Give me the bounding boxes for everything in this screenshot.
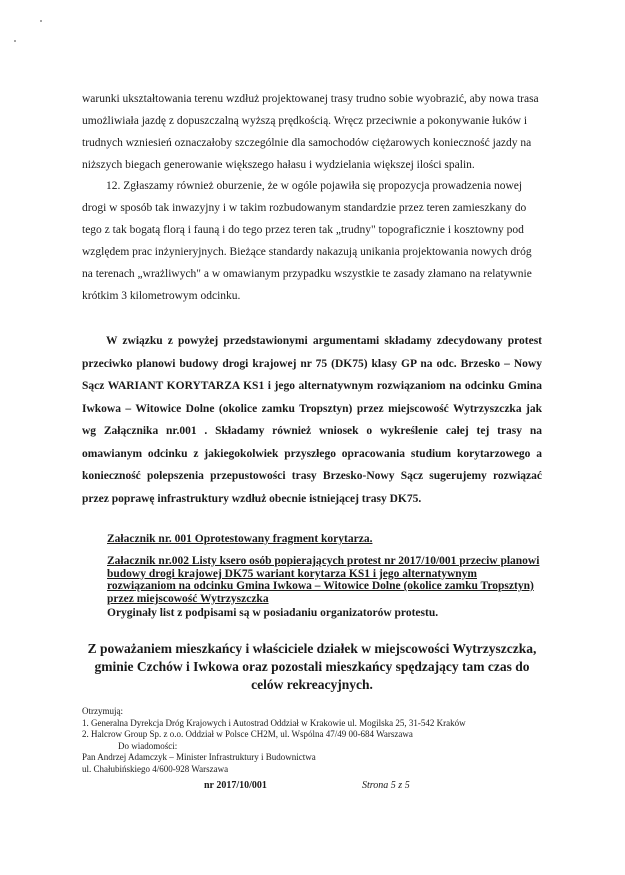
scan-speck xyxy=(14,40,16,42)
recipient-line: 1. Generalna Dyrekcja Dróg Krajowych i Autostrad Oddział w Krakowie ul. Mogilska 25, 31-542 Kraków xyxy=(82,717,466,728)
attachment-1 xyxy=(107,533,542,546)
cc-line: Pan Andrzej Adamczyk – Minister Infrastruktury i Budownictwa xyxy=(82,752,316,762)
footer-doc-number: nr 2017/10/001 xyxy=(204,780,267,791)
recipient-line: 2. Halcrow Group Sp. z o.o. Oddział w Polsce CH2M, ul. Wspólna 47/49 00-684 Warszawa xyxy=(82,729,413,739)
cc-line: ul. Chałubińskiego 4/600-928 Warszawa xyxy=(82,763,229,774)
scan-speck xyxy=(40,20,42,22)
footer-page-number: Strona 5 z 5 xyxy=(362,780,410,791)
recipients-heading: Otrzymują: xyxy=(82,706,123,716)
paragraph-1: warunki ukształtowania terenu wzdłuż projektowanej trasy trudno sobie wyobrazić, aby nowa trasa umożliwiała jazdę z dopuszczalną wyższą prędkością. Wręcz przeciwnie a pokonywanie łuków i trudnych wzniesień oznaczałoby szczególnie dla samochodów ciężarowych konieczność jazdy na niższych biegach generowanie większego hałasu i wydzielania większej ilości spalin. xyxy=(82,93,539,171)
attachment-1-text: Załacznik nr. 001 Oprotestowany fragment korytarza. xyxy=(107,533,373,545)
attachment-2 xyxy=(107,555,542,605)
protest-paragraph xyxy=(82,330,542,510)
attachment-2-text: Załacznik nr.002 Listy ksero osób popierających protest nr 2017/10/001 przeciw planowi budowy drogi krajowej DK75 wariant korytarza KS1 i jego alternatywnym rozwiązaniom na odcinku Gmina Iwkowa – Witowice Dolne (okolice zamku Tropsztyn) przez miejscowość Wytrzyszczka xyxy=(107,555,540,605)
paragraph-2 xyxy=(82,175,542,307)
originals-note: Oryginały list z podpisami są w posiadaniu organizatorów protestu. xyxy=(107,607,439,619)
protest-paragraph-text: W związku z powyżej przedstawionymi argumentami składamy zdecydowany protest przeciwko planowi budowy drogi krajowej nr 75 (DK75) klasy GP na odc. Brzesko – Nowy Sącz WARIANT KORYTARZA KS1 i jego alternatywnym rozwiązaniom na odcinku Gmina Iwkowa – Witowice Dolne (okolice zamku Tropsztyn) przez miejscowość Wytrzyszczka jak wg Załącznika nr.001 . Składamy również wniosek o wykreślenie całej tej trasy na omawianym odcinku z jakiegokolwiek przyszłego opracowania studium korytarzowego a konieczność polepszenia przepustowości trasy Brzesko-Nowy Sącz sugerujemy rozwiązać przez poprawę infrastruktury wzdłuż obecnie istniejącej trasy DK75. xyxy=(82,335,542,505)
cc-heading: Do wiadomości: xyxy=(118,740,178,751)
paragraph-2-text: 12. Zgłaszamy również oburzenie, że w ogóle pojawiła się propozycja prowadzenia nowej drogi w sposób tak inwazyjny i w takim rozbudowanym standardzie przez teren zamieszkany do tego z tak bogatą florą i fauną i do tego przez teren tak „trudny" topograficznie i kosztowny pod względem prac inżynieryjnych. Bieżące standardy nakazują unikania projektowania nowych dróg na terenach „wrażliwych" a w omawianym przypadku wszystkie te zasady złamano na relatywnie krótkim 3 kilometrowym odcinku. xyxy=(82,180,532,302)
recipients-block xyxy=(82,706,466,775)
closing-signature: Z poważaniem mieszkańcy i właściciele działek w miejscowości Wytrzyszczka, gminie Czchów i Iwkowa oraz pozostali mieszkańcy spędzający tam czas do celów rekreacyjnych. xyxy=(87,641,537,692)
